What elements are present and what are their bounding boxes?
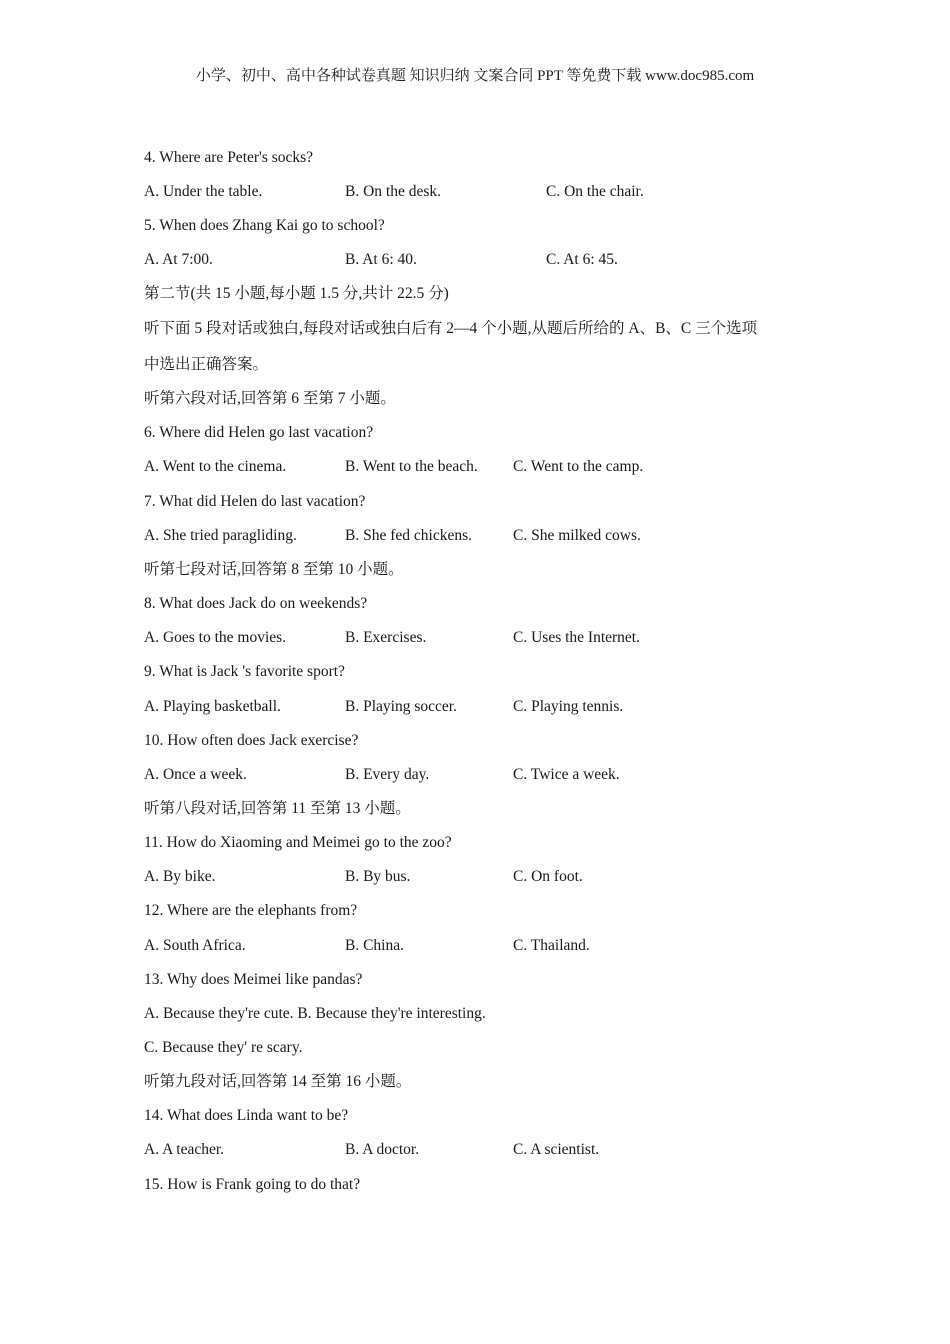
question-12: 12. Where are the elephants from? [144,902,358,919]
q4-option-b: B. On the desk. [345,183,442,200]
q6-option-c: C. Went to the camp. [513,458,644,475]
question-15: 15. How is Frank going to do that? [144,1176,361,1193]
q4-option-a: A. Under the table. [144,183,263,200]
dialog-7-heading: 听第七段对话,回答第 8 至第 10 小题。 [144,561,404,578]
q11-option-a: A. By bike. [144,868,216,885]
q9-option-b: B. Playing soccer. [345,698,457,715]
q4-option-c: C. On the chair. [546,183,644,200]
dialog-8-heading: 听第八段对话,回答第 11 至第 13 小题。 [144,800,411,817]
q10-option-a: A. Once a week. [144,766,247,783]
question-11: 11. How do Xiaoming and Meimei go to the zoo? [144,834,452,851]
dialog-6-heading: 听第六段对话,回答第 6 至第 7 小题。 [144,390,396,407]
q13-option-c: C. Because they' re scary. [144,1039,303,1056]
q14-option-a: A. A teacher. [144,1141,225,1158]
q12-option-a: A. South Africa. [144,937,246,954]
q8-option-c: C. Uses the Internet. [513,629,640,646]
q12-option-b: B. China. [345,937,404,954]
q11-option-b: B. By bus. [345,868,411,885]
q9-option-c: C. Playing tennis. [513,698,624,715]
q8-option-a: A. Goes to the movies. [144,629,287,646]
q10-option-b: B. Every day. [345,766,430,783]
q14-option-b: B. A doctor. [345,1141,420,1158]
q7-option-a: A. She tried paragliding. [144,527,297,544]
q5-option-a: A. At 7:00. [144,251,213,268]
question-14: 14. What does Linda want to be? [144,1107,349,1124]
q5-option-b: B. At 6: 40. [345,251,417,268]
question-6: 6. Where did Helen go last vacation? [144,424,374,441]
dialog-9-heading: 听第九段对话,回答第 14 至第 16 小题。 [144,1073,412,1090]
q13-options-ab: A. Because they're cute. B. Because they're interesting. [144,1005,486,1022]
q7-option-c: C. She milked cows. [513,527,641,544]
q10-option-c: C. Twice a week. [513,766,620,783]
question-8: 8. What does Jack do on weekends? [144,595,368,612]
question-10: 10. How often does Jack exercise? [144,732,359,749]
page-header: 小学、初中、高中各种试卷真题 知识归纳 文案合同 PPT 等免费下载 www.doc985.com [195,68,755,84]
question-4: 4. Where are Peter's socks? [144,149,314,166]
question-7: 7. What did Helen do last vacation? [144,493,366,510]
q11-option-c: C. On foot. [513,868,583,885]
q5-option-c: C. At 6: 45. [546,251,618,268]
q7-option-b: B. She fed chickens. [345,527,472,544]
question-13: 13. Why does Meimei like pandas? [144,971,363,988]
q9-option-a: A. Playing basketball. [144,698,281,715]
section-instruction: 听下面 5 段对话或独白,每段对话或独白后有 2—4 个小题,从题后所给的 A、B、C 三个选项 [144,320,758,337]
q12-option-c: C. Thailand. [513,937,590,954]
question-9: 9. What is Jack 's favorite sport? [144,663,345,680]
q6-option-a: A. Went to the cinema. [144,458,287,475]
q14-option-c: C. A scientist. [513,1141,600,1158]
question-5: 5. When does Zhang Kai go to school? [144,217,385,234]
section-instruction-cont: 中选出正确答案。 [144,356,269,373]
q8-option-b: B. Exercises. [345,629,427,646]
q6-option-b: B. Went to the beach. [345,458,478,475]
section-title: 第二节(共 15 小题,每小题 1.5 分,共计 22.5 分) [144,285,449,302]
